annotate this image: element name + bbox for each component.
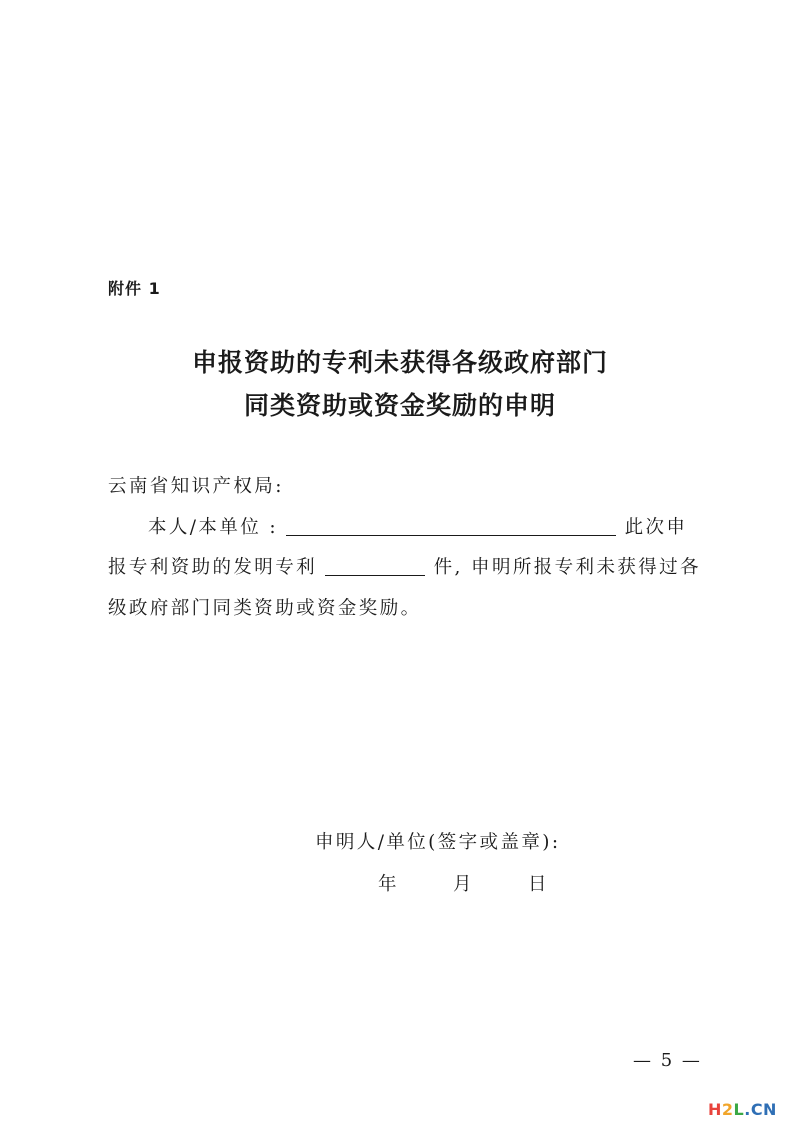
- statement-line: 级政府部门同类资助或资金奖励。: [108, 598, 422, 619]
- date-month: 月: [453, 874, 472, 895]
- patent-count-suffix: 件, 申明所报专利未获得过各: [433, 557, 701, 578]
- attachment-label: 附件 1: [108, 279, 161, 298]
- signature-label: 申明人/单位(签字或盖章):: [315, 832, 561, 853]
- declarant-line-suffix: 此次申: [624, 517, 688, 538]
- page-number: — 5 —: [633, 1050, 702, 1071]
- patent-count-blank[interactable]: [325, 555, 425, 576]
- watermark-l: L: [733, 1100, 745, 1119]
- patent-count-label: 报专利资助的发明专利: [108, 557, 318, 578]
- addressee: 云南省知识产权局:: [108, 476, 284, 497]
- title-line-1: 申报资助的专利未获得各级政府部门: [191, 348, 608, 377]
- watermark-domain: .CN: [744, 1100, 777, 1119]
- declarant-line: [148, 513, 687, 539]
- title-line-2: 同类资助或资金奖励的申明: [243, 391, 556, 420]
- date-year: 年: [378, 874, 397, 895]
- watermark-2: 2: [721, 1100, 734, 1119]
- watermark-h: H: [708, 1100, 722, 1119]
- declarant-label: 本人/本单位 :: [148, 517, 279, 538]
- declarant-name-blank[interactable]: [286, 515, 616, 536]
- patent-count-line: [108, 553, 701, 579]
- watermark-logo: [708, 1100, 777, 1119]
- date-day: 日: [528, 874, 547, 895]
